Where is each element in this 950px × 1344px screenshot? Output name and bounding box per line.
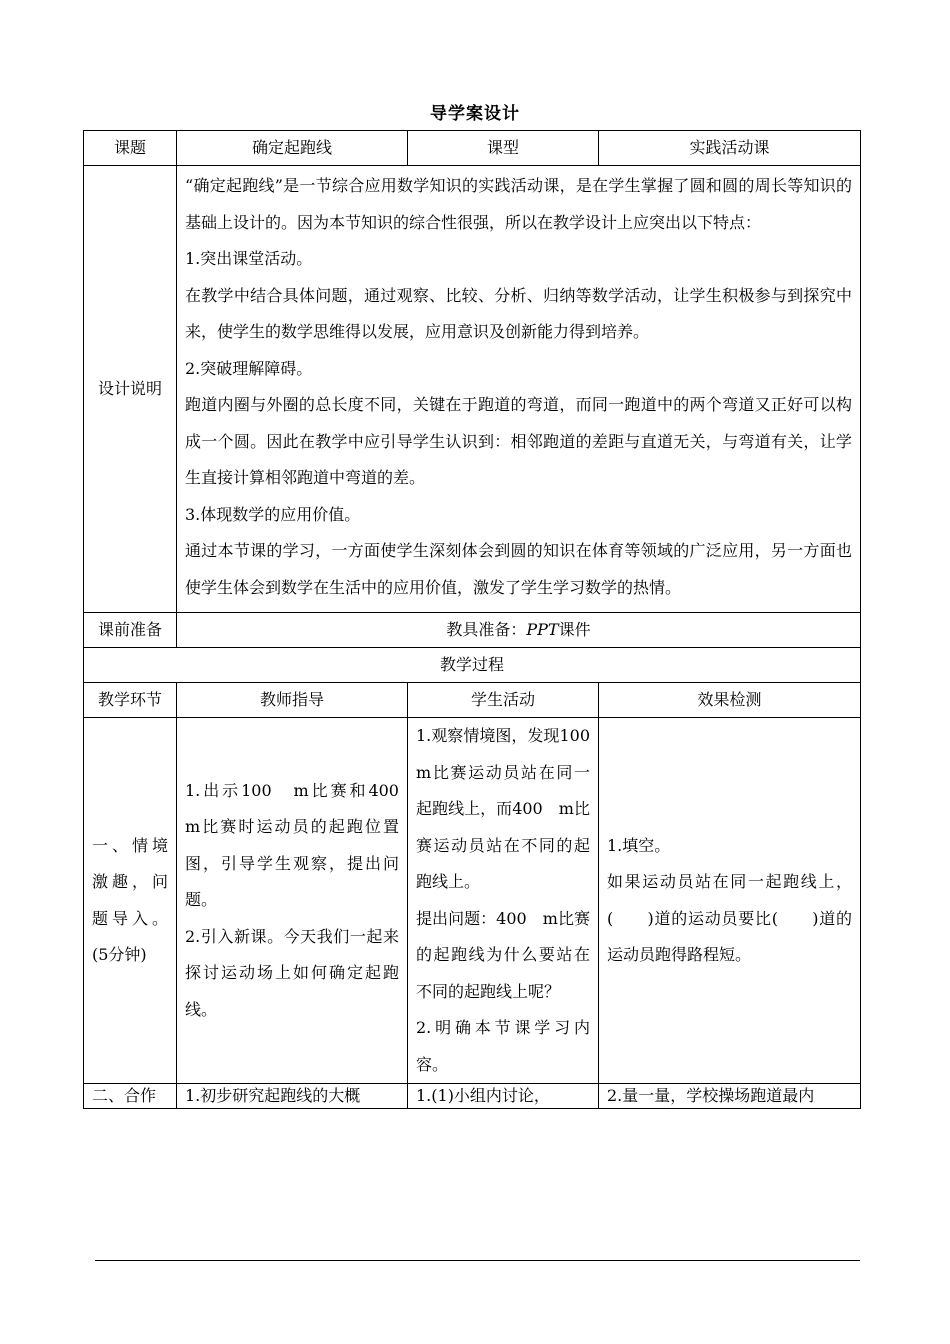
design-paragraph: 3.体现数学的应用价值。 [185,504,361,524]
prep-content [177,613,861,648]
topic-row [84,131,861,166]
section2-stage: 二、合作 [84,1084,177,1109]
design-label: 设计说明 [84,166,177,613]
section2-row [84,1084,861,1109]
student-step: 提出问题：400 m比赛的起跑线为什么要站在不同的起跑线上呢？ [416,908,590,1001]
prep-suffix: 课件 [558,620,591,639]
section2-teacher: 1.初步研究起跑线的大概 [177,1084,408,1109]
col-stage: 教学环节 [84,683,177,718]
lesson-plan-table [83,130,861,1109]
section1-check [599,718,861,1084]
col-teacher: 教师指导 [177,683,408,718]
page-title: 导学案设计 [430,104,520,124]
process-header-row [84,683,861,718]
prep-prefix: 教具准备： [446,620,527,639]
design-content [177,166,861,613]
design-paragraph: 2.突破理解障碍。 [185,358,313,378]
section2-student: 1.(1)小组内讨论， [408,1084,599,1109]
col-check: 效果检测 [599,683,861,718]
design-paragraph: 通过本节课的学习，一方面使学生深刻体会到圆的知识在体育等领域的广泛应用，另一方面也使学生体会到数学在生活中的应用价值，激发了学生学习数学的热情。 [185,541,852,597]
student-step: 1.观察情境图，发现100 m比赛运动员站在同一起跑线上，而400 m比赛运动员站在不同的起跑线上。 [416,726,607,891]
design-paragraph: 在教学中结合具体问题，通过观察、比较、分析、归纳等数学活动，让学生积极参与到探究中来，使学生的数学思维得以发展，应用意识及创新能力得到培养。 [185,285,852,341]
section1-row [84,718,861,1084]
section1-stage: 一、情境激趣，问题导入。(5分钟) [84,718,177,1084]
footer-rule [95,1260,860,1261]
design-paragraph: “确定起跑线”是一节综合应用数学知识的实践活动课，是在学生掌握了圆和圆的周长等知识的基础上设计的。因为本节知识的综合性很强，所以在教学设计上应突出以下特点： [185,176,852,232]
type-value: 实践活动课 [599,131,861,166]
type-label: 课型 [408,131,599,166]
check-item: 1.填空。 [607,835,671,855]
section1-student [408,718,607,1084]
section2-check: 2.量一量，学校操场跑道最内 [599,1084,861,1109]
process-title-row [84,648,861,683]
topic-label: 课题 [84,131,177,166]
process-title: 教学过程 [84,648,861,683]
col-student: 学生活动 [408,683,599,718]
student-step: 2.明确本节课学习内容。 [416,1018,590,1074]
teacher-step: 1.出示100 m比赛和400 m比赛时运动员的起跑位置图，引导学生观察，提出问题。 [185,780,416,910]
topic-value: 确定起跑线 [177,131,408,166]
section1-teacher [177,718,416,1084]
prep-label: 课前准备 [84,613,177,648]
design-paragraph: 1.突出课堂活动。 [185,249,313,268]
design-row [84,166,861,613]
teacher-step: 2.引入新课。今天我们一起来探讨运动场上如何确定起跑线。 [185,926,399,1019]
prep-ppt: PPT [526,620,559,639]
check-item: 如果运动员站在同一起跑线上，( )道的运动员要比( )道的运动员跑得路程短。 [607,872,852,964]
design-paragraph: 跑道内圈与外圈的总长度不同，关键在于跑道的弯道，而同一跑道中的两个弯道又正好可以构成一个圆。因此在教学中应引导学生认识到：相邻跑道的差距与直道无关，与弯道有关，让学生直接计算相邻跑道中弯道的差。 [185,395,852,487]
prep-row [84,613,861,648]
